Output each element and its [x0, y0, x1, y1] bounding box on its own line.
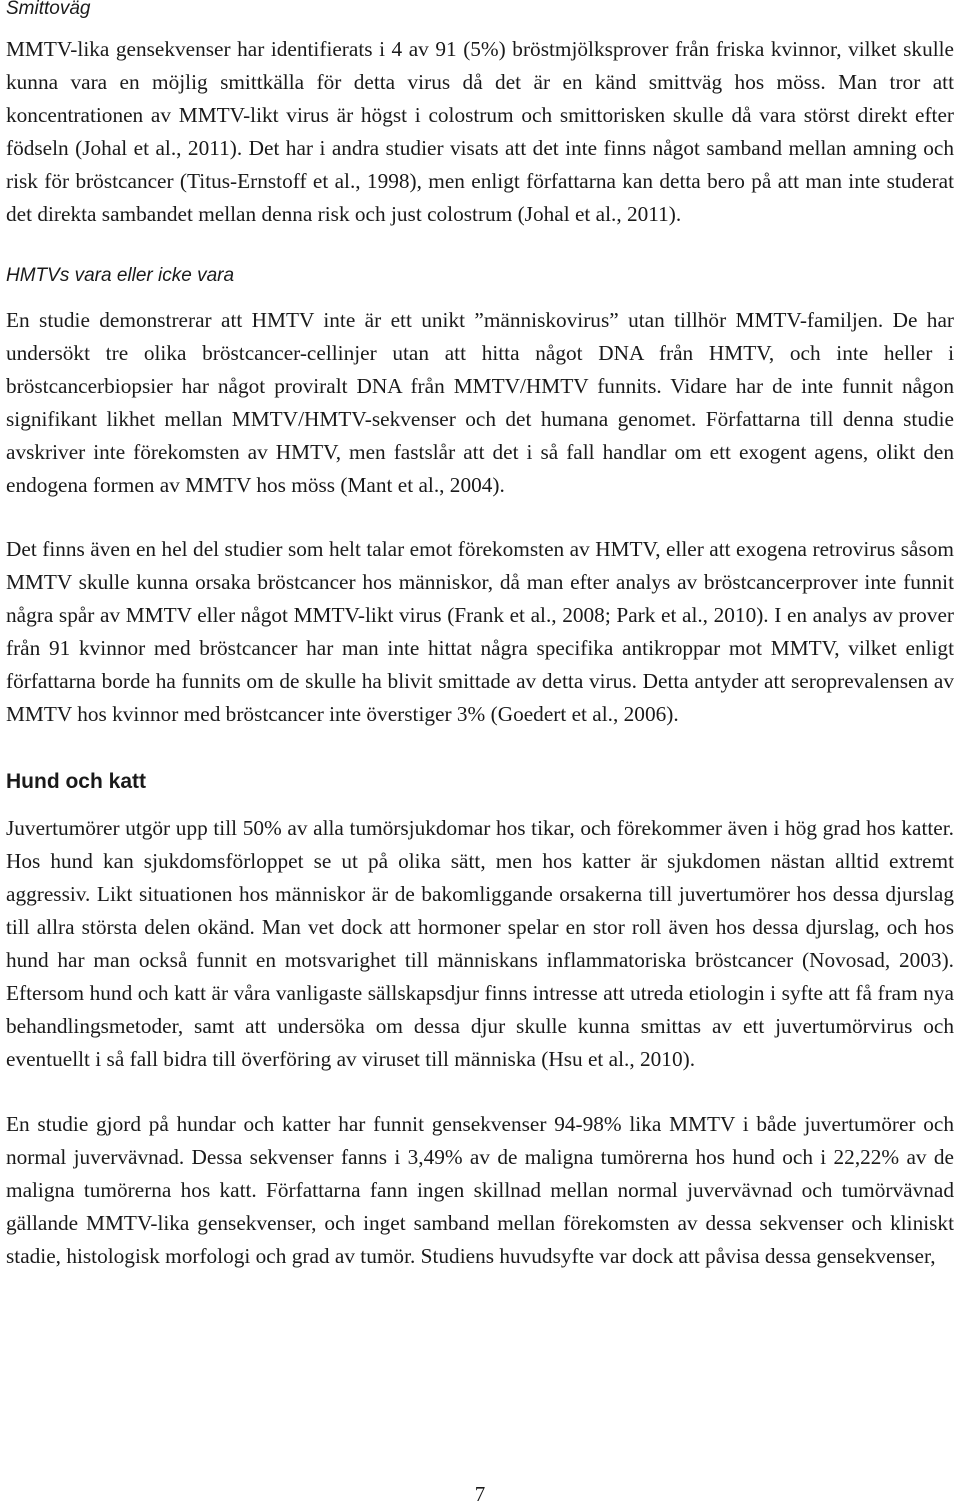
paragraph-hund-och-katt-1: Juvertumörer utgör upp till 50% av alla tumörsjukdomar hos tikar, och förekommer även i hög grad hos katter. Hos hund kan sjukdomsförloppet se ut på olika sätt, men hos katter är sjukdomen nästan alltid extremt aggressiv. Likt situationen hos människor är de bakomliggande orsakerna till juvertumörer hos dessa djurslag till allra största delen okänd. Man vet dock att hormoner spelar en stor roll även hos dessa djurslag, och hos hund har man också funnit en motsvarighet till människans inflammatoriska bröstcancer (Novosad, 2003). Eftersom hund och katt är våra vanligaste sällskapsdjur finns intresse att utreda etiologin i syfte att få fram nya behandlingsmetoder, samt att undersöka om dessa djur skulle kunna smittas av ett juvertumörvirus och eventuellt i så fall bidra till överföring av viruset till människa (Hsu et al., 2010).	[6, 816, 954, 1071]
paragraph-smittovag: MMTV-lika gensekvenser har identifierats i 4 av 91 (5%) bröstmjölksprover från friska kvinnor, vilket skulle kunna vara en möjlig smittkälla för detta virus då det är en känd smittväg hos möss. Man tror att koncentrationen av MMTV-likt virus är högst i colostrum och smittorisken skulle då vara störst direkt efter födseln (Johal et al., 2011). Det har i andra studier visats att det inte finns något samband mellan amning och risk för bröstcancer (Titus-Ernstoff et al., 1998), men enligt författarna kan detta bero på att man inte studerat det direkta sambandet mellan denna risk och just colostrum (Johal et al., 2011).	[6, 37, 954, 226]
paragraph-hmtvs-1: En studie demonstrerar att HMTV inte är ett unikt ”människovirus” utan tillhör MMTV-familjen. De har undersökt tre olika bröstcancer-cellinjer utan att hitta något DNA från HMTV, och inte heller i bröstcancerbiopsier har något proviralt DNA från MMTV/HMTV funnits. Vidare har de inte funnit någon signifikant likhet mellan MMTV/HMTV-sekvenser och det humana genomet. Författarna till denna studie avskriver inte förekomsten av HMTV, men fastslår att det i så fall handlar om ett exogent agens, olikt den endogena formen av MMTV hos möss (Mant et al., 2004).	[6, 308, 954, 497]
paragraph-hmtvs-2: Det finns även en hel del studier som helt talar emot förekomsten av HMTV, eller att exogena retrovirus såsom MMTV skulle kunna orsaka bröstcancer hos människor, då man efter analys av bröstcancerprover inte funnit några spår av MMTV eller något MMTV-likt virus (Frank et al., 2008; Park et al., 2010). I en analys av prover från 91 kvinnor med bröstcancer har man inte hittat några specifika antikroppar mot MMTV, vilket enligt författarna borde ha funnits om de skulle ha blivit smittade av detta virus. Detta antyder att seroprevalensen av MMTV hos kvinnor med bröstcancer inte överstiger 3% (Goedert et al., 2006).	[6, 537, 954, 726]
page-number: 7	[474, 1482, 486, 1506]
section-heading-hmtvs: HMTVs vara eller icke vara	[6, 265, 235, 286]
document-page	[6, 0, 954, 1273]
section-heading-hund-och-katt: Hund och katt	[6, 770, 146, 793]
section-heading-smittovag: Smittoväg	[6, 0, 91, 19]
paragraph-hund-och-katt-2: En studie gjord på hundar och katter har funnit gensekvenser 94-98% lika MMTV i både juvertumörer och normal juvervävnad. Dessa sekvenser fanns i 3,49% av de maligna tumörerna hos hund och i 22,22% av de maligna tumörerna hos katt. Författarna fann ingen skillnad mellan normal juvervävnad och tumörvävnad gällande MMTV-lika gensekvenser, och inget samband mellan förekomsten av dessa sekvenser och kliniskt stadie, histologisk morfologi och grad av tumör. Studiens huvudsyfte var dock att påvisa dessa gensekvenser,	[6, 1112, 954, 1268]
